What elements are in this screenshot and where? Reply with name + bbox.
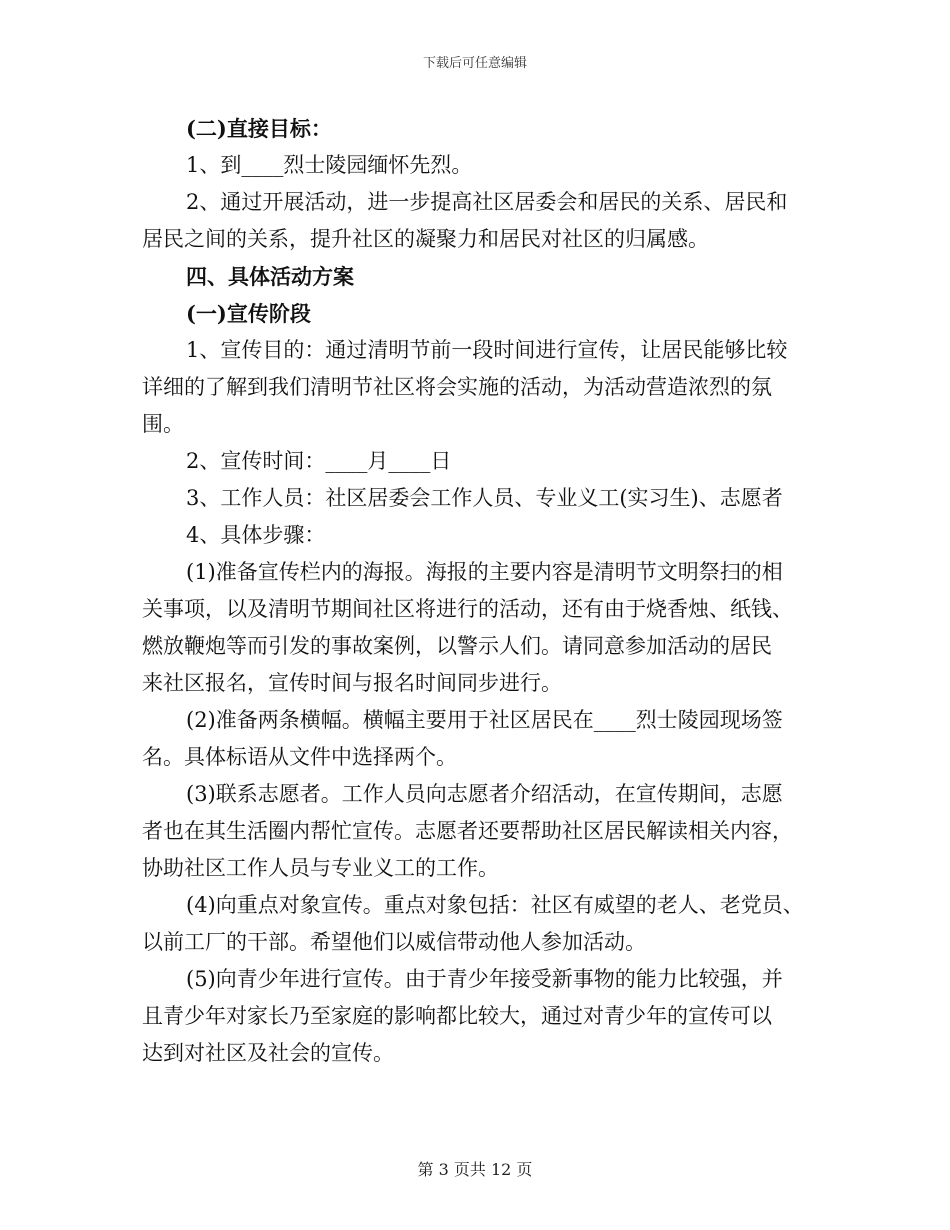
page-header: 下载后可任意编辑 (422, 56, 527, 71)
paragraph-line: 2、通过开展活动，进一步提高社区居委会和居民的关系、居民和 (186, 190, 788, 214)
section-heading-direct-goals: (二)直接目标： (186, 116, 332, 141)
page-footer: 第 3 页共 12 页 (417, 1160, 533, 1179)
document-body (142, 110, 810, 1072)
paragraph-line: (4)向重点对象宣传。重点对象包括：社区有威望的老人、老党员、 (186, 893, 804, 917)
paragraph-line: 者也在其生活圈内帮忙宣传。志愿者还要帮助社区居民解读相关内容， (142, 819, 793, 843)
paragraph-line: 燃放鞭炮等而引发的事故案例，以警示人们。请同意参加活动的居民 (142, 634, 772, 658)
paragraph-line: 1、宣传目的：通过清明节前一段时间进行宣传，让居民能够比较 (186, 338, 788, 362)
paragraph-line: (3)联系志愿者。工作人员向志愿者介绍活动，在宣传期间，志愿 (186, 782, 783, 806)
paragraph-line: 以前工厂的干部。希望他们以威信带动他人参加活动。 (142, 930, 646, 954)
paragraph-line: 居民之间的关系，提升社区的凝聚力和居民对社区的归属感。 (142, 227, 709, 251)
paragraph-line: 关事项，以及清明节期间社区将进行的活动，还有由于烧香烛、纸钱、 (142, 597, 793, 621)
paragraph-line: 围。 (142, 412, 184, 436)
paragraph-line: 1、到____烈士陵园缅怀先烈。 (186, 153, 473, 177)
paragraph-line: 4、具体步骤： (186, 523, 326, 547)
paragraph-line: 来社区报名，宣传时间与报名时间同步进行。 (142, 671, 562, 695)
paragraph-line: 详细的了解到我们清明节社区将会实施的活动，为活动营造浓烈的氛 (142, 375, 772, 399)
section-heading-publicity-stage: (一)宣传阶段 (186, 301, 311, 326)
paragraph-line: 名。具体标语从文件中选择两个。 (142, 745, 457, 769)
section-heading-activity-plan: 四、具体活动方案 (186, 264, 354, 289)
paragraph-line: (5)向青少年进行宣传。由于青少年接受新事物的能力比较强，并 (186, 967, 783, 991)
paragraph-line: 且青少年对家长乃至家庭的影响都比较大，通过对青少年的宣传可以 (142, 1004, 772, 1028)
paragraph-line: 2、宣传时间：____月____日 (186, 449, 452, 473)
paragraph-line: (1)准备宣传栏内的海报。海报的主要内容是清明节文明祭扫的相 (186, 560, 783, 584)
paragraph-line: 协助社区工作人员与专业义工的工作。 (142, 856, 499, 880)
paragraph-line: 达到对社区及社会的宣传。 (142, 1041, 394, 1065)
paragraph-line: (2)准备两条横幅。横幅主要用于社区居民在____烈士陵园现场签 (186, 708, 783, 732)
paragraph-line: 3、工作人员：社区居委会工作人员、专业义工(实习生)、志愿者 (186, 486, 783, 510)
